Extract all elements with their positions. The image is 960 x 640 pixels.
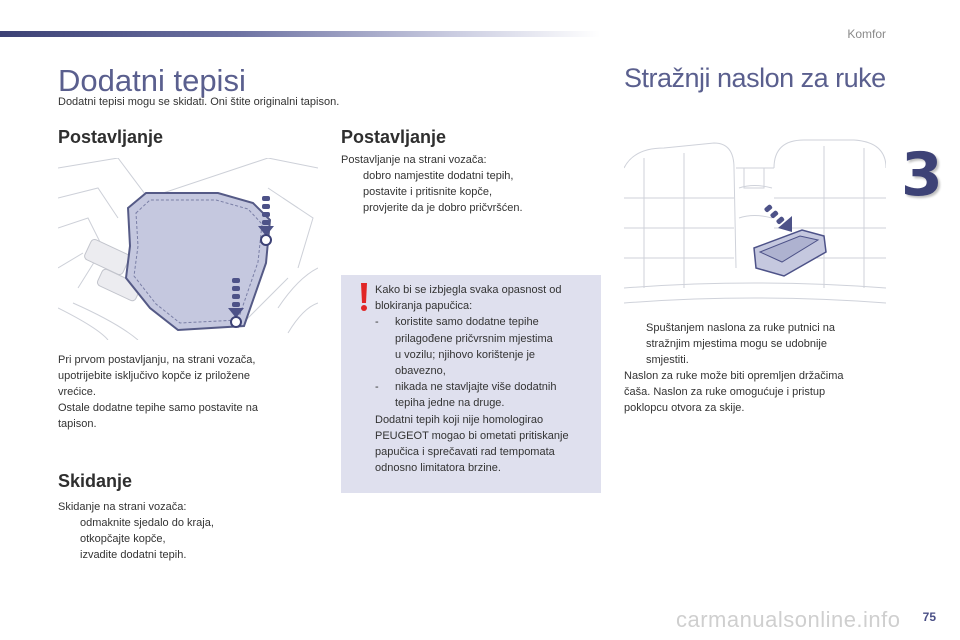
- install-note-line: vrećice.: [58, 386, 96, 398]
- page-title: Dodatni tepisi: [58, 63, 246, 98]
- install-note-line: Ostale dodatne tepihe samo postavite na: [58, 402, 258, 414]
- bullet-icon: [624, 320, 646, 368]
- install-note-line: upotrijebite isključivo kopče iz priložene: [58, 370, 250, 382]
- armrest-paragraph: čaša. Naslon za ruke omogućuje i pristup: [624, 386, 826, 398]
- bullet-icon: [58, 531, 80, 547]
- bullet-icon: [58, 547, 80, 563]
- armrest-paragraph: poklopcu otvora za skije.: [624, 402, 745, 414]
- bullet-icon: [58, 515, 80, 531]
- rear-armrest-illustration: [624, 128, 886, 312]
- install-intro: Postavljanje na strani vozača:: [341, 154, 487, 166]
- install-heading-middle: Postavljanje: [341, 127, 447, 147]
- list-item: dobro namjestite dodatni tepih,: [341, 168, 601, 184]
- list-item: izvadite dodatni tepih.: [58, 547, 308, 563]
- warning-exclamation-icon: [357, 281, 371, 313]
- floor-mat-illustration: [58, 158, 318, 340]
- page-number: 75: [922, 610, 936, 624]
- list-item: - nikada ne stavljajte više dodatnih tepiha jedne na druge.: [375, 381, 557, 410]
- warning-box: [341, 275, 601, 493]
- armrest-paragraph: Naslon za ruke može biti opremljen držačima: [624, 370, 844, 382]
- install-note-line: Pri prvom postavljanju, na strani vozača,: [58, 354, 256, 366]
- intro-text: Dodatni tepisi mogu se skidati. Oni štite originalni tapison.: [58, 96, 340, 108]
- list-item: otkopčajte kopče,: [58, 531, 308, 547]
- list-item: - koristite samo dodatne tepihe prilagođene pričvrsnim mjestima u vozilu; njihovo korištenje je obavezno,: [375, 316, 553, 378]
- install-note-left: [58, 352, 308, 432]
- list-item: odmaknite sjedalo do kraja,: [58, 515, 308, 531]
- header-bar: [0, 31, 600, 37]
- warning-text: Kako bi se izbjegla svaka opasnost od blokiranja papučica: - koristite samo dodatne tepihe prilagođene pričvrsnim mjestima u vozilu; njihovo korištenje je obavezno, - nikada ne stavljajte više dodatnih tepiha jedne na druge. Dodatni tepih koji nije homologirao PEUGEOT mogao bi ometati pritiskanje papučica i sprečavati rad tempomata odnosno limitatora brzine.: [375, 282, 597, 476]
- install-note-line: tapison.: [58, 418, 97, 430]
- install-heading-left: Postavljanje: [58, 127, 164, 147]
- bullet-icon: [341, 200, 363, 216]
- armrest-step: [624, 320, 894, 416]
- install-steps: [341, 152, 601, 216]
- section-label: Komfor: [847, 27, 886, 41]
- list-item: provjerite da je dobro pričvršćen.: [341, 200, 601, 216]
- remove-intro: Skidanje na strani vozača:: [58, 501, 187, 513]
- remove-steps: [58, 499, 308, 563]
- watermark: carmanualsonline.info: [676, 607, 901, 632]
- remove-heading: Skidanje: [58, 471, 133, 491]
- bullet-icon: [341, 168, 363, 184]
- right-title: Stražnji naslon za ruke: [624, 63, 886, 93]
- list-item: postavite i pritisnite kopče,: [341, 184, 601, 200]
- bullet-icon: [341, 184, 363, 200]
- chapter-number: 3: [901, 140, 943, 210]
- list-item: Spuštanjem naslona za ruke putnici na stražnjim mjestima mogu se udobnije smjestiti.: [624, 320, 894, 368]
